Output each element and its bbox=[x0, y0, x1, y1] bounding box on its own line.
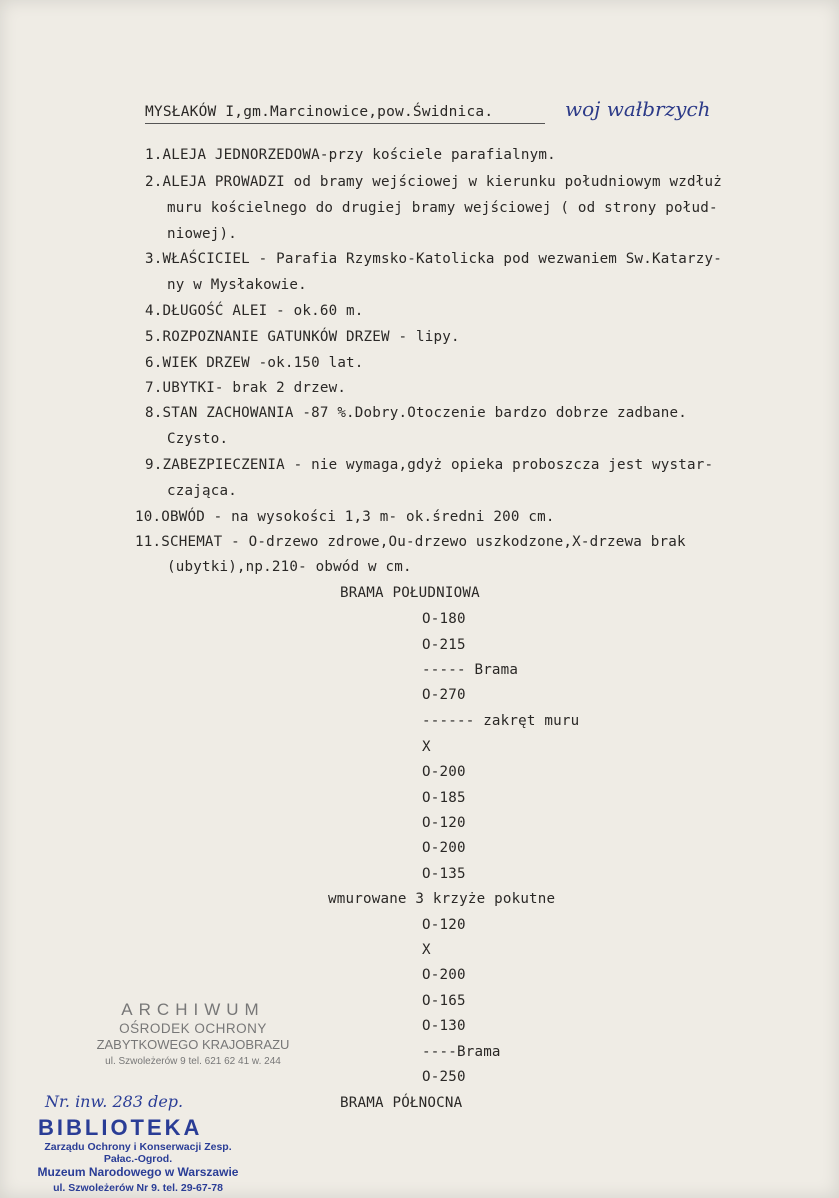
item-line: muru kościelnego do drugiej bramy wejściowej ( od strony połud- bbox=[167, 200, 718, 216]
schema-line: BRAMA PÓŁNOCNA bbox=[340, 1095, 463, 1111]
item-line: 5.ROZPOZNANIE GATUNKÓW DRZEW - lipy. bbox=[145, 329, 460, 345]
schema-line: O-165 bbox=[422, 993, 466, 1009]
item-line: czająca. bbox=[167, 483, 237, 499]
schema-line: O-185 bbox=[422, 790, 466, 806]
schema-line: X bbox=[422, 942, 431, 958]
item-line: 11.SCHEMAT - O-drzewo zdrowe,Ou-drzewo uszkodzone,X-drzewa brak bbox=[135, 534, 686, 550]
handwritten-note: woj wałbrzych bbox=[565, 97, 711, 121]
item-line: 1.ALEJA JEDNORZEDOWA-przy kościele parafialnym. bbox=[145, 147, 556, 163]
item-line: 4.DŁUGOŚĆ ALEI - ok.60 m. bbox=[145, 303, 364, 319]
schema-line: BRAMA POŁUDNIOWA bbox=[340, 585, 480, 601]
schema-line: O-250 bbox=[422, 1069, 466, 1085]
item-line: 8.STAN ZACHOWANIA -87 %.Dobry.Otoczenie bardzo dobrze zadbane. bbox=[145, 405, 687, 421]
schema-line: O-200 bbox=[422, 840, 466, 856]
item-line: 2.ALEJA PROWADZI od bramy wejściowej w kierunku południowym wzdłuż bbox=[145, 174, 722, 190]
item-line: 9.ZABEZPIECZENIA - nie wymaga,gdyż opieka proboszcza jest wystar- bbox=[145, 457, 714, 473]
schema-line: ----Brama bbox=[422, 1044, 501, 1060]
schema-line: O-180 bbox=[422, 611, 466, 627]
schema-line: O-270 bbox=[422, 687, 466, 703]
inventory-note: Nr. inw. 283 dep. bbox=[45, 1092, 184, 1111]
schema-line: O-200 bbox=[422, 967, 466, 983]
item-line: 7.UBYTKI- brak 2 drzew. bbox=[145, 380, 347, 396]
schema-line: wmurowane 3 krzyże pokutne bbox=[328, 891, 556, 907]
library-stamp-address: ul. Szwoleżerów Nr 9. tel. 29-67-78 bbox=[53, 1182, 223, 1194]
archive-stamp-title: ARCHIWUM bbox=[121, 1000, 265, 1019]
library-stamp bbox=[28, 1115, 248, 1194]
item-line: niowej). bbox=[167, 226, 237, 242]
archive-stamp-line: ZABYTKOWEGO KRAJOBRAZU bbox=[96, 1037, 290, 1052]
item-line: ny w Mysłakowie. bbox=[167, 277, 307, 293]
library-stamp-title: BIBLIOTEKA bbox=[38, 1115, 203, 1140]
archive-stamp bbox=[88, 1000, 298, 1067]
schema-line: O-120 bbox=[422, 815, 466, 831]
schema-line: O-215 bbox=[422, 637, 466, 653]
schema-line: ----- Brama bbox=[422, 662, 519, 678]
item-line: (ubytki),np.210- obwód w cm. bbox=[167, 559, 412, 575]
header-underline bbox=[145, 123, 545, 124]
document-header: MYSŁAKÓW I,gm.Marcinowice,pow.Świdnica. bbox=[145, 104, 494, 120]
item-line: 10.OBWÓD - na wysokości 1,3 m- ok.średni 200 cm. bbox=[135, 509, 555, 525]
item-line: 6.WIEK DRZEW -ok.150 lat. bbox=[145, 355, 364, 371]
schema-line: X bbox=[422, 739, 431, 755]
schema-line: O-200 bbox=[422, 764, 466, 780]
schema-line: O-135 bbox=[422, 866, 466, 882]
archive-stamp-line: OŚRODEK OCHRONY bbox=[119, 1021, 267, 1036]
schema-line: O-130 bbox=[422, 1018, 466, 1034]
library-stamp-line: Muzeum Narodowego w Warszawie bbox=[37, 1165, 239, 1179]
item-line: 3.WŁAŚCICIEL - Parafia Rzymsko-Katolicka pod wezwaniem Sw.Katarzy- bbox=[145, 251, 722, 267]
item-line: Czysto. bbox=[167, 431, 229, 447]
schema-line: ------ zakręt muru bbox=[422, 713, 580, 729]
schema-line: O-120 bbox=[422, 917, 466, 933]
library-stamp-line: Zarządu Ochrony i Konserwacji Zesp. Pałac.-Ogrod. bbox=[44, 1141, 232, 1165]
archive-stamp-address: ul. Szwoleżerów 9 tel. 621 62 41 w. 244 bbox=[105, 1056, 281, 1067]
